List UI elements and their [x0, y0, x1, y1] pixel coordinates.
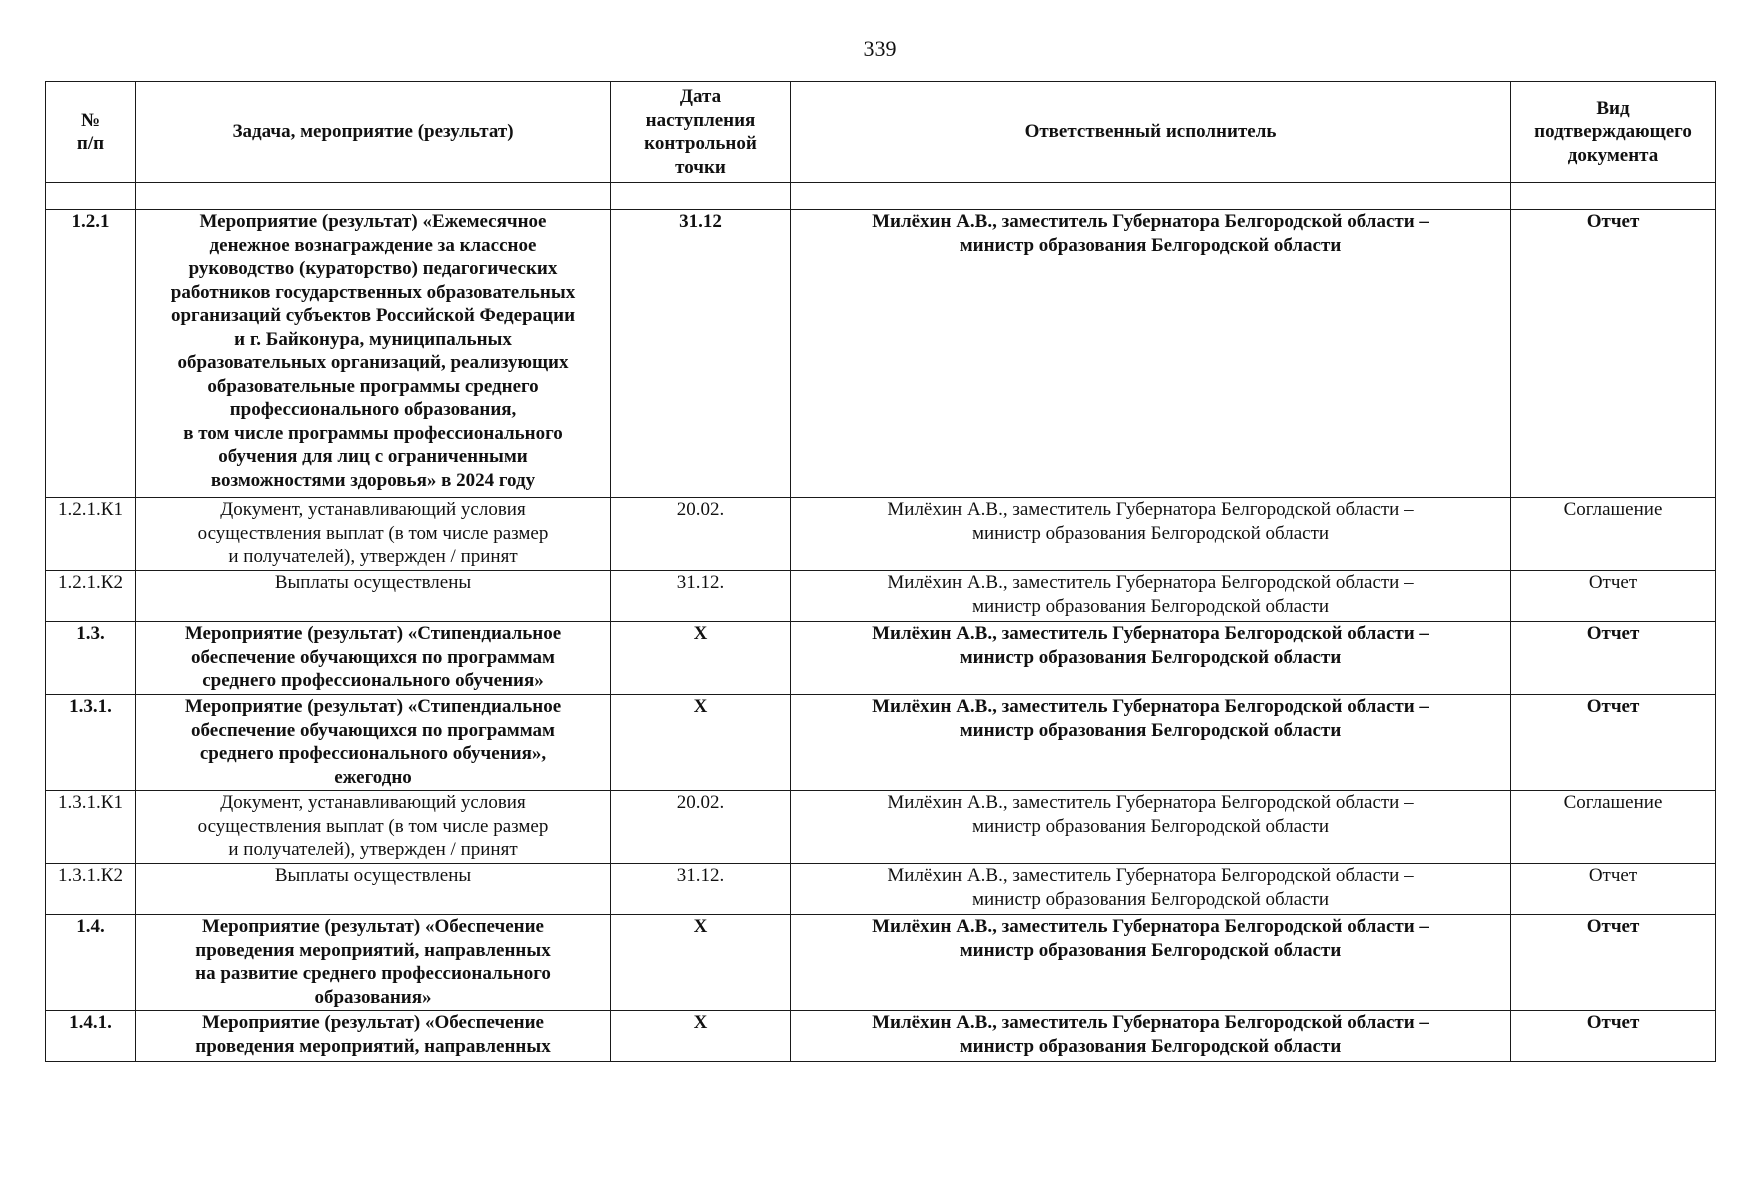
row-executor: Милёхин А.В., заместитель Губернатора Белгородской области – министр образования Белгородской области	[791, 1011, 1511, 1062]
row-num: 1.3.1.К2	[46, 864, 136, 915]
row-executor: Милёхин А.В., заместитель Губернатора Белгородской области – министр образования Белгородской области	[791, 571, 1511, 622]
table-row	[46, 915, 1716, 1011]
row-task: Документ, устанавливающий условия осуществления выплат (в том числе размер и получателей), утвержден / принят	[136, 791, 611, 864]
table-row	[46, 210, 1716, 498]
row-date: Х	[611, 1011, 791, 1062]
table-row	[46, 864, 1716, 915]
header-doc: Вид подтверждающего документа	[1511, 82, 1716, 183]
header-num: № п/п	[46, 82, 136, 183]
row-task: Мероприятие (результат) «Стипендиальное обеспечение обучающихся по программам среднего профессионального обучения»	[136, 622, 611, 695]
row-doc: Отчет	[1511, 571, 1716, 622]
row-task: Мероприятие (результат) «Обеспечение проведения мероприятий, направленных на развитие среднего профессионального образования»	[136, 915, 611, 1011]
row-date: Х	[611, 695, 791, 791]
table-row	[46, 571, 1716, 622]
row-task: Мероприятие (результат) «Ежемесячное денежное вознаграждение за классное руководство (кураторство) педагогических работников государственных образовательных организаций субъектов Российской Федерации и г. Байконура, муниципальных образовательных организаций, реализующих образовательные программы среднего профессионального образования, в том числе программы профессионального обучения для лиц с ограниченными возможностями здоровья» в 2024 году	[136, 210, 611, 498]
row-date: 20.02.	[611, 498, 791, 571]
row-executor: Милёхин А.В., заместитель Губернатора Белгородской области – министр образования Белгородской области	[791, 210, 1511, 498]
row-date: 31.12.	[611, 864, 791, 915]
row-date: 31.12	[611, 210, 791, 498]
row-task: Мероприятие (результат) «Обеспечение проведения мероприятий, направленных	[136, 1011, 611, 1062]
row-date: Х	[611, 915, 791, 1011]
row-task: Выплаты осуществлены	[136, 864, 611, 915]
header-task: Задача, мероприятие (результат)	[136, 82, 611, 183]
header-date: Дата наступления контрольной точки	[611, 82, 791, 183]
page-number: 339	[863, 36, 897, 61]
row-executor: Милёхин А.В., заместитель Губернатора Белгородской области – министр образования Белгородской области	[791, 791, 1511, 864]
row-date: 20.02.	[611, 791, 791, 864]
table-row	[46, 695, 1716, 791]
row-doc: Соглашение	[1511, 791, 1716, 864]
row-date: 31.12.	[611, 571, 791, 622]
row-executor: Милёхин А.В., заместитель Губернатора Белгородской области – министр образования Белгородской области	[791, 695, 1511, 791]
row-num: 1.4.1.	[46, 1011, 136, 1062]
row-task: Документ, устанавливающий условия осуществления выплат (в том числе размер и получателей), утвержден / принят	[136, 498, 611, 571]
row-doc: Отчет	[1511, 210, 1716, 498]
table-row	[46, 791, 1716, 864]
row-num: 1.3.1.	[46, 695, 136, 791]
table-row	[46, 1011, 1716, 1062]
row-num: 1.2.1.К2	[46, 571, 136, 622]
row-doc: Отчет	[1511, 695, 1716, 791]
row-num: 1.2.1.К1	[46, 498, 136, 571]
row-doc: Отчет	[1511, 864, 1716, 915]
control-points-table	[45, 81, 1716, 1062]
header-row	[46, 82, 1716, 183]
row-num: 1.3.1.К1	[46, 791, 136, 864]
row-num: 1.2.1	[46, 210, 136, 498]
row-doc: Отчет	[1511, 622, 1716, 695]
row-task: Выплаты осуществлены	[136, 571, 611, 622]
row-executor: Милёхин А.В., заместитель Губернатора Белгородской области – министр образования Белгородской области	[791, 864, 1511, 915]
row-task: Мероприятие (результат) «Стипендиальное обеспечение обучающихся по программам среднего профессионального обучения», ежегодно	[136, 695, 611, 791]
table-row	[46, 622, 1716, 695]
header-executor: Ответственный исполнитель	[791, 82, 1511, 183]
row-doc: Соглашение	[1511, 498, 1716, 571]
table-row	[46, 498, 1716, 571]
row-executor: Милёхин А.В., заместитель Губернатора Белгородской области – министр образования Белгородской области	[791, 915, 1511, 1011]
row-date: Х	[611, 622, 791, 695]
row-executor: Милёхин А.В., заместитель Губернатора Белгородской области – министр образования Белгородской области	[791, 622, 1511, 695]
row-doc: Отчет	[1511, 915, 1716, 1011]
row-num: 1.3.	[46, 622, 136, 695]
row-num: 1.4.	[46, 915, 136, 1011]
row-doc: Отчет	[1511, 1011, 1716, 1062]
row-executor: Милёхин А.В., заместитель Губернатора Белгородской области – министр образования Белгородской области	[791, 498, 1511, 571]
spacer-row	[46, 183, 1716, 210]
